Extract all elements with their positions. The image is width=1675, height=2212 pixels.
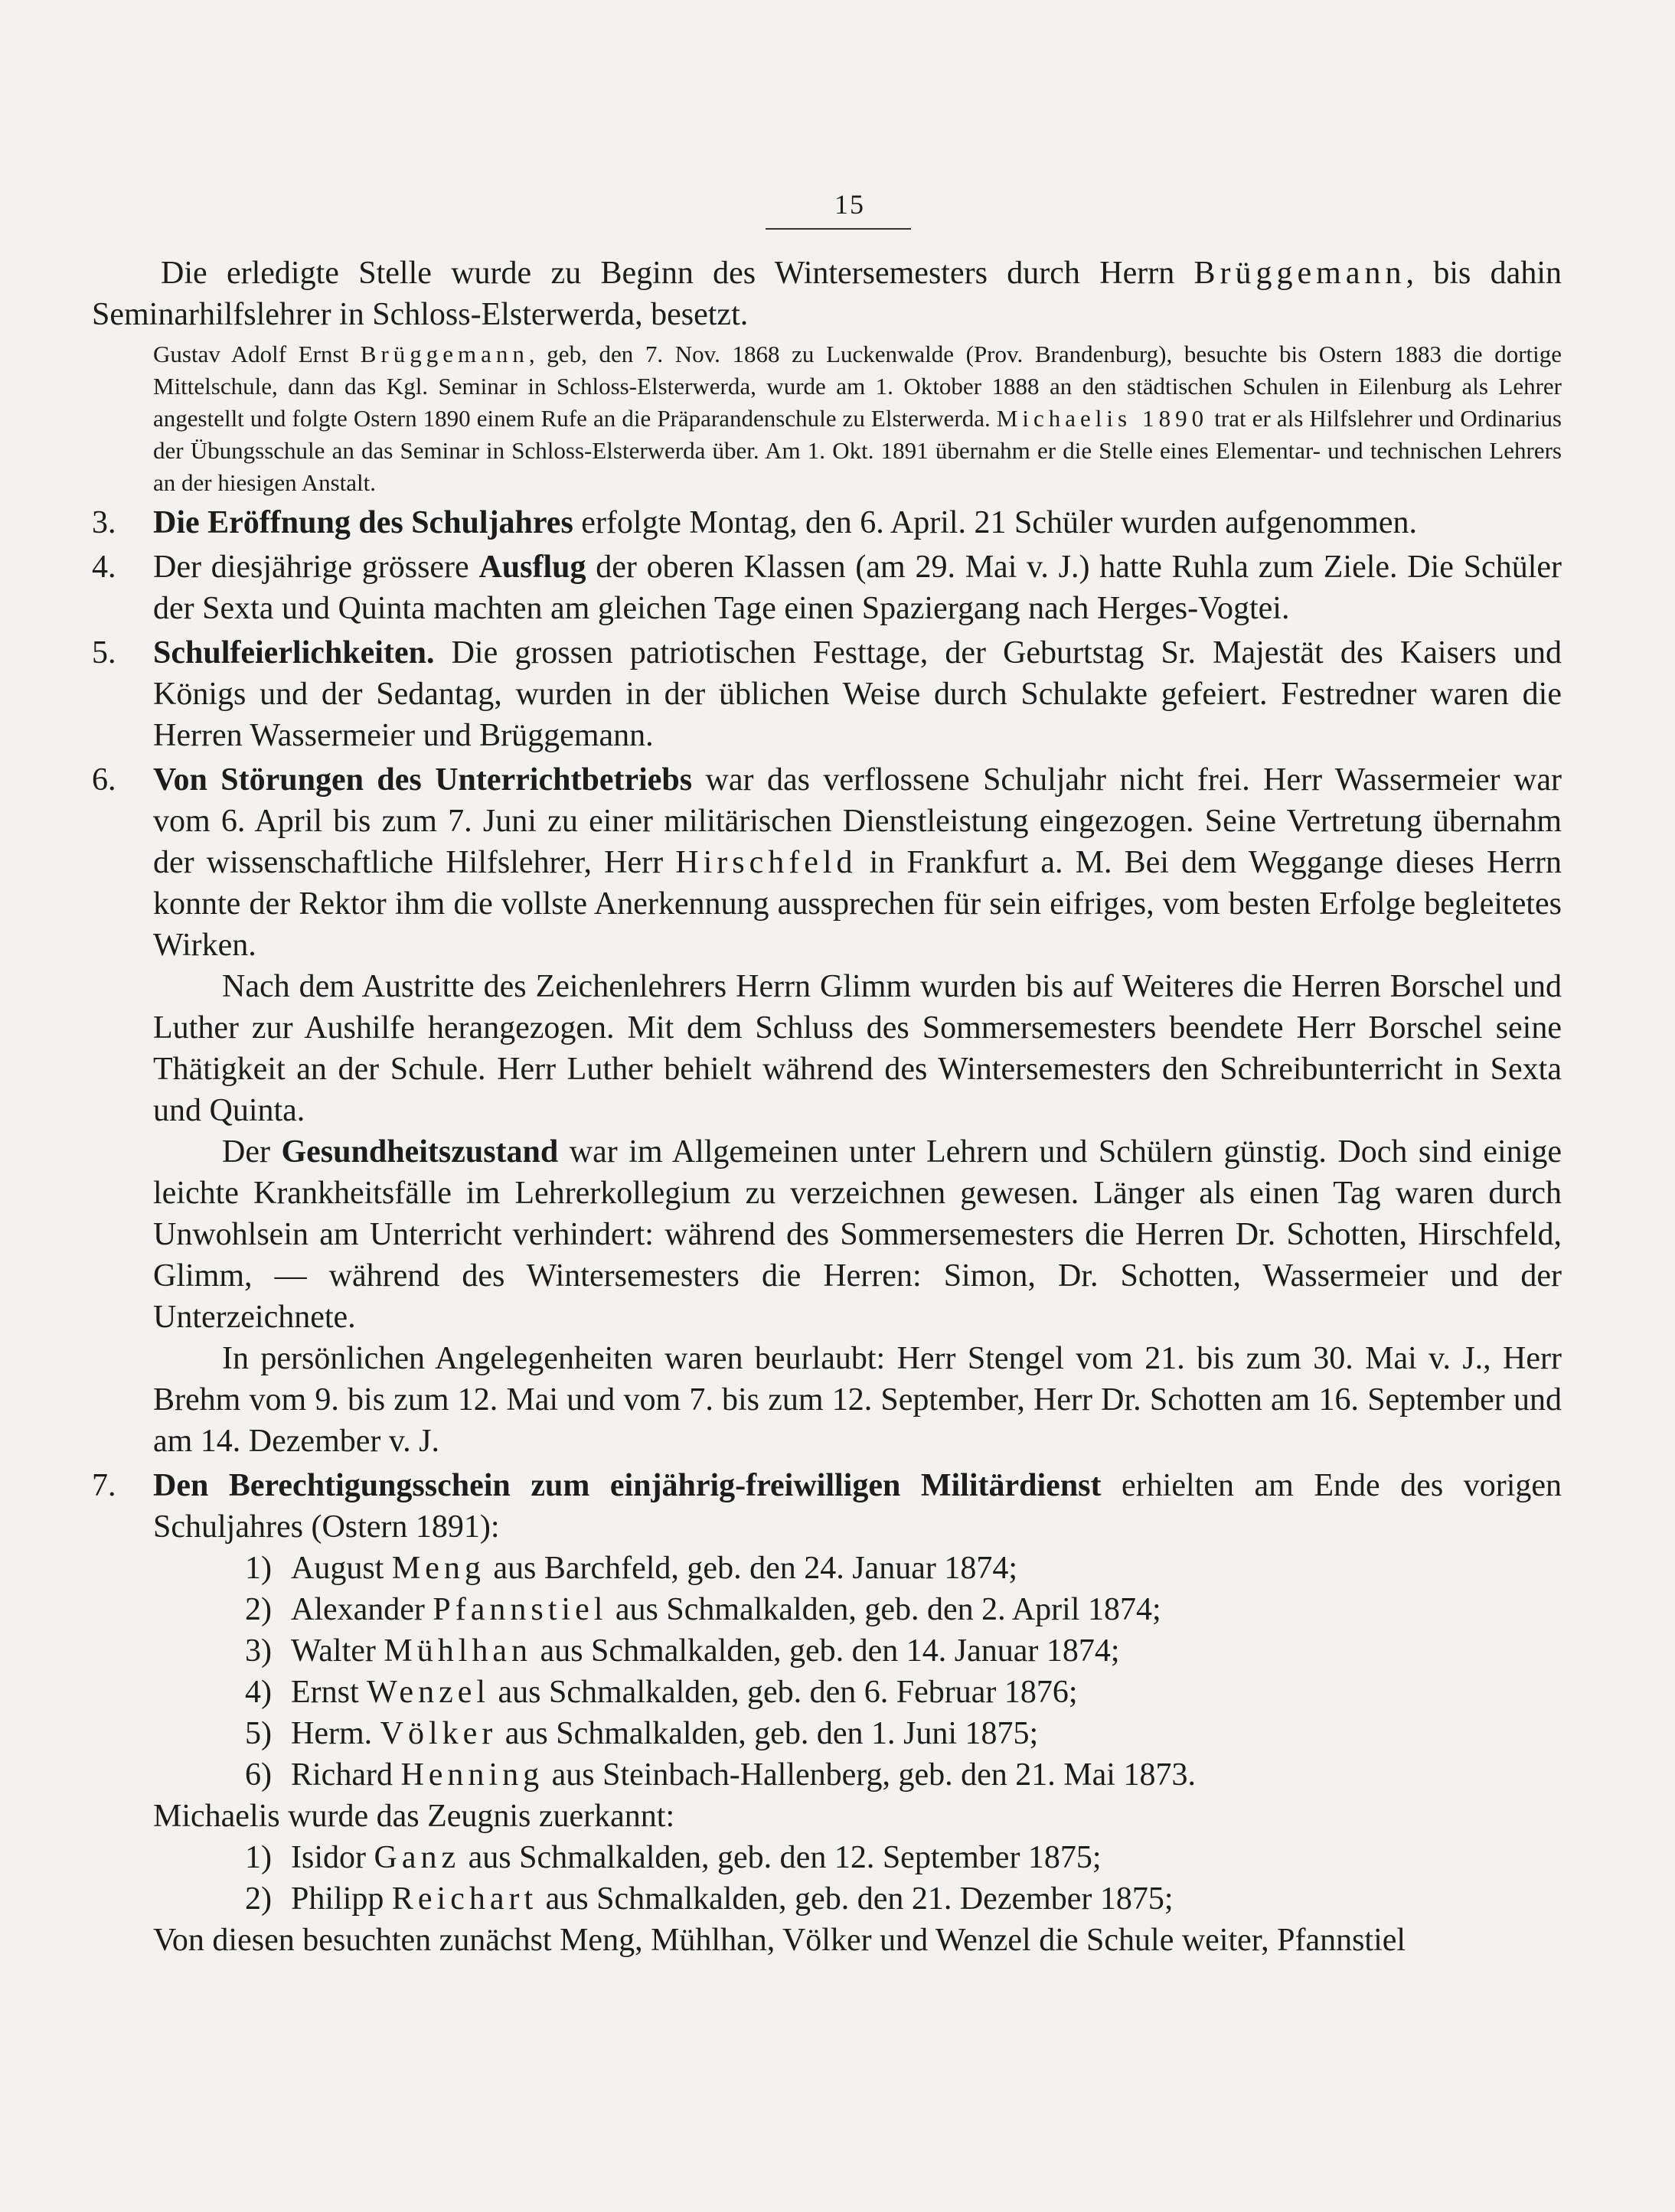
paragraph-text-pre: Der — [222, 1134, 282, 1170]
last-name: Ganz — [374, 1840, 461, 1875]
details: aus Schmalkalden, geb. den 12. September 1875; — [460, 1840, 1102, 1875]
intro-text: Die erledigte Stelle wurde zu Beginn des Wintersemesters durch Herrn — [161, 256, 1194, 291]
section-text: war das verflossene Schuljahr nicht frei. Herr Wassermeier war vom 6. April bis zum 7. Juni zu einer militärischen Dienstleistung eingezogen. Seine Vertretung übernahm der wissenschaftliche Hilfslehrer, Herr — [153, 762, 1562, 880]
section-5 — [92, 632, 1562, 756]
list-index: 1) — [245, 1551, 272, 1586]
details: aus Steinbach-Hallenberg, geb. den 21. Mai 1873. — [544, 1757, 1196, 1793]
list-item — [245, 1754, 1562, 1796]
paragraph-text: war im Allgemeinen unter Lehrern und Schülern günstig. Doch sind einige leichte Krankheitsfälle im Lehrerkollegium zu verzeichnen gewesen. Länger als einen Tag waren durch Unwohlsein am Unterricht verhindert: während des Sommersemesters die Herren Dr. Schotten, Hirschfeld, Glimm, — während des Wintersemesters die Herren: Simon, Dr. Schotten, Wassermeier und der Unterzeichnete. — [153, 1134, 1562, 1335]
section-text: erhielten am Ende des vorigen Schuljahres (Ostern 1891): — [153, 1468, 1562, 1545]
first-name: Alexander — [291, 1592, 433, 1627]
last-name: Reichart — [391, 1881, 538, 1917]
list-index: 1) — [245, 1840, 272, 1875]
list-index: 2) — [245, 1592, 272, 1627]
section-heading: Den Berechtigungsschein zum einjährig-freiwilligen Militärdienst — [153, 1468, 1102, 1503]
section-number: 3. — [92, 505, 116, 540]
bio-date: Michaelis 1890 — [996, 405, 1209, 432]
details: aus Schmalkalden, geb. den 6. Februar 1876; — [490, 1675, 1078, 1710]
section-text: Die grossen patriotischen Festtage, der Geburtstag Sr. Majestät des Kaisers und Königs und der Sedantag, wurden in der üblichen Weise durch Schulakte gefeiert. Festredner waren die Herren Wassermeier und Brüggemann. — [153, 635, 1562, 753]
bio-text: Gustav Adolf Ernst — [153, 341, 361, 367]
section-number: 7. — [92, 1468, 116, 1503]
list-item — [245, 1878, 1562, 1920]
first-name: Herm. — [291, 1716, 380, 1751]
recipients-list-easter — [245, 1548, 1562, 1796]
paragraph-heading: Gesundheitszustand — [281, 1134, 559, 1170]
section-heading: Von Störungen des Unterrichtbetriebs — [153, 762, 693, 798]
bio-name: Brüggemann — [360, 341, 529, 367]
section-6-paragraph-4: In persönlichen Angelegenheiten waren beurlaubt: Herr Stengel vom 21. bis zum 30. Mai v. J., Herr Brehm vom 9. bis zum 12. Mai und vom 7. bis zum 12. September, Herr Dr. Schotten am 16. September und am 14. Dezember v. J. — [153, 1341, 1562, 1459]
list-index: 6) — [245, 1757, 272, 1793]
first-name: Isidor — [291, 1840, 374, 1875]
section-6-paragraph-2: Nach dem Austritte des Zeichenlehrers Herrn Glimm wurden bis auf Weiteres die Herren Borschel und Luther zur Aushilfe herangezogen. Mit dem Schluss des Sommersemesters beendete Herr Borschel seine Thätigkeit an der Schule. Herr Luther behielt während des Wintersemesters den Schreibunterricht in Sexta und Quinta. — [153, 969, 1562, 1128]
section-heading: Ausflug — [478, 550, 586, 585]
section-6-paragraph-3 — [153, 1131, 1562, 1338]
section-name: Hirschfeld — [675, 845, 857, 880]
section-heading: Die Eröffnung des Schuljahres — [153, 505, 573, 540]
last-name: Wenzel — [367, 1675, 491, 1710]
last-name: Völker — [380, 1716, 498, 1751]
last-name: Mühlhan — [384, 1633, 533, 1669]
intro-name: Brüggemann — [1193, 256, 1406, 291]
biography-note — [153, 338, 1562, 499]
details: aus Schmalkalden, geb. den 1. Juni 1875; — [497, 1716, 1039, 1751]
list-item — [245, 1548, 1562, 1589]
section-text-end: in Frankfurt a. M. Bei dem Weggange dieses Herrn konnte der Rektor ihm die vollste Anerkennung aussprechen für sein eifriges, vom besten Erfolge begleitetes Wirken. — [153, 845, 1562, 963]
section-text: erfolgte Montag, den 6. April. 21 Schüler wurden aufgenommen. — [573, 505, 1418, 540]
first-name: Walter — [291, 1633, 384, 1669]
bio-text-end: trat er als Hilfslehrer und Ordinarius der Übungsschule an das Seminar in Schloss-Elsterwerda über. Am 1. Okt. 1891 übernahm er die Stelle eines Elementar- und technischen Lehrers an der hiesigen Anstalt. — [153, 405, 1562, 496]
list-item — [245, 1630, 1562, 1672]
list-item — [245, 1713, 1562, 1754]
list-item — [245, 1837, 1562, 1878]
section-7 — [92, 1465, 1562, 1548]
list-item — [245, 1672, 1562, 1713]
section-number: 6. — [92, 762, 116, 798]
section-4 — [92, 546, 1562, 629]
closing-line: Von diesen besuchten zunächst Meng, Mühlhan, Völker und Wenzel die Schule weiter, Pfannstiel — [153, 1923, 1406, 1958]
details: aus Schmalkalden, geb. den 2. April 1874; — [607, 1592, 1161, 1627]
recipients-list-michaelis — [245, 1837, 1562, 1920]
section-heading: Schulfeierlichkeiten. — [153, 635, 435, 670]
list-index: 3) — [245, 1633, 272, 1669]
first-name: Philipp — [291, 1881, 392, 1917]
details: aus Barchfeld, geb. den 24. Januar 1874; — [485, 1551, 1017, 1586]
section-text: der oberen Klassen (am 29. Mai v. J.) hatte Ruhla zum Ziele. Die Schüler der Sexta und Quinta machten am gleichen Tage einen Spaziergang nach Herges-Vogtei. — [153, 550, 1562, 626]
details: aus Schmalkalden, geb. den 21. Dezember 1875; — [537, 1881, 1174, 1917]
section-3 — [92, 502, 1562, 543]
section-number: 5. — [92, 635, 116, 670]
bio-text-middle: , geb, den 7. Nov. 1868 zu Luckenwalde (Prov. Brandenburg), besuchte bis Ostern 1883 die dortige Mittelschule, dann das Kgl. Seminar in Schloss-Elsterwerda, wurde am 1. Oktober 1888 an den städtischen Schulen in Eilenburg als Lehrer angestellt und folgte Ostern 1890 einem Rufe an die Präparandenschule zu Elsterwerda. — [153, 341, 1562, 432]
first-name: August — [291, 1551, 392, 1586]
list-index: 4) — [245, 1675, 272, 1710]
list-index: 5) — [245, 1716, 272, 1751]
section-6 — [92, 759, 1562, 1462]
intro-text-end: , bis dahin Seminarhilfslehrer in Schloss-Elsterwerda, besetzt. — [92, 256, 1562, 332]
first-name: Richard — [291, 1757, 401, 1793]
page-body — [92, 253, 1562, 1961]
list-item — [245, 1589, 1562, 1630]
first-name: Ernst — [291, 1675, 367, 1710]
details: aus Schmalkalden, geb. den 14. Januar 1874; — [532, 1633, 1120, 1669]
last-name: Pfannstiel — [433, 1592, 608, 1627]
michaelis-heading: Michaelis wurde das Zeugnis zuerkannt: — [153, 1799, 675, 1834]
page-number-rule — [766, 228, 911, 230]
section-text-pre: Der diesjährige grössere — [153, 550, 479, 585]
section-number: 4. — [92, 550, 116, 585]
intro-paragraph — [92, 253, 1562, 335]
list-index: 2) — [245, 1881, 272, 1917]
last-name: Henning — [400, 1757, 544, 1793]
last-name: Meng — [391, 1551, 485, 1586]
page-number: 15 — [834, 189, 865, 220]
